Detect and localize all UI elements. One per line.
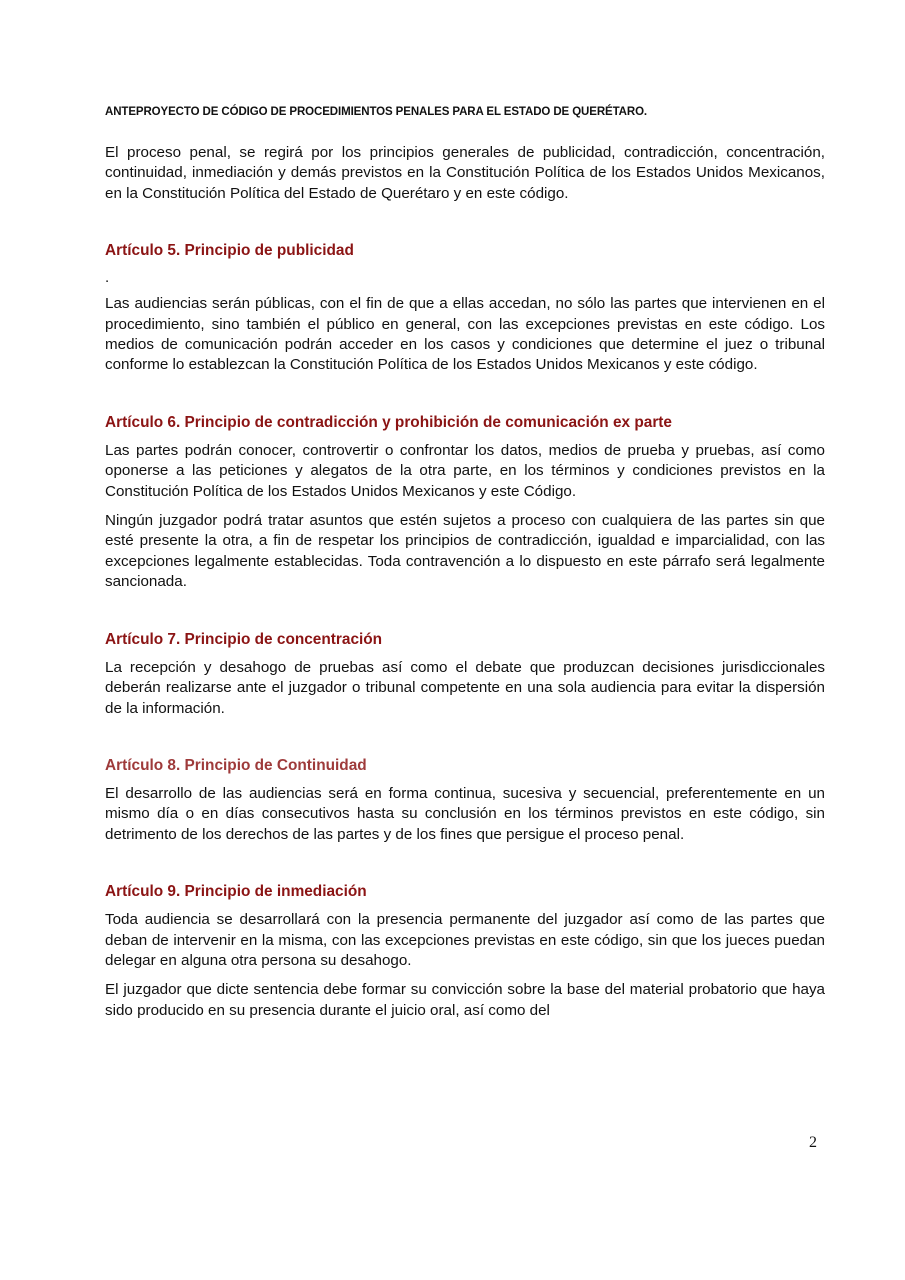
article-paragraph: Las audiencias serán públicas, con el fin de que a ellas accedan, no sólo las partes que intervienen en el procedimiento, sino también el público en general, con las excepciones previstas en este código. Los medios de comunicación podrán acceder en los casos y condiciones que determine el juez o tribunal conforme lo establezcan la Constitución Política de los Estados Unidos Mexicanos y este código. (105, 295, 825, 374)
article-paragraph: Las partes podrán conocer, controvertir o confrontar los datos, medios de prueba y pruebas, así como oponerse a las peticiones y alegatos de la otra parte, en los términos y condiciones previstos en la Constitución Política de los Estados Unidos Mexicanos y este Código. (105, 441, 825, 500)
article-paragraph: La recepción y desahogo de pruebas así como el debate que produzcan decisiones jurisdiccionales deberán realizarse ante el juzgador o tribunal competente en una sola audiencia para evitar la dispersión de la información. (105, 658, 825, 717)
article-heading: Artículo 7. Principio de concentración (105, 630, 383, 648)
article-paragraph: El desarrollo de las audiencias será en forma continua, sucesiva y secuencial, preferentemente en un mismo día o en días consecutivos hasta su conclusión en los términos previstos en este código, sin detrimento de los derechos de las partes y de los fines que persigue el proceso penal. (105, 784, 825, 843)
article-paragraph: El juzgador que dicte sentencia debe formar su convicción sobre la base del material probatorio que haya sido producido en su presencia durante el juicio oral, así como del (105, 981, 825, 1019)
spacer (105, 728, 825, 756)
page-content (105, 106, 825, 1030)
stray-period: . (105, 269, 110, 287)
article-paragraph: Ningún juzgador podrá tratar asuntos que estén sujetos a proceso con cualquiera de las partes sin que esté presente la otra, a fin de respetar los principios de contradicción, igualdad e imparcialidad, con las excepciones legalmente establecidas. Toda contravención a lo dispuesto en este párrafo será legalmente sancionada. (105, 512, 825, 591)
spacer (105, 213, 825, 241)
article-6 (105, 413, 825, 593)
article-heading: Artículo 9. Principio de inmediación (105, 883, 367, 901)
article-heading: Artículo 6. Principio de contradicción y prohibición de comunicación ex parte (105, 413, 672, 431)
article-9 (105, 882, 825, 1021)
page-number: 2 (809, 1134, 817, 1151)
spacer (105, 385, 825, 413)
article-8 (105, 756, 825, 845)
article-7 (105, 630, 825, 719)
spacer (105, 602, 825, 630)
article-heading: Artículo 5. Principio de publicidad (105, 242, 354, 260)
document-header: ANTEPROYECTO DE CÓDIGO DE PROCEDIMIENTOS PENALES PARA EL ESTADO DE QUERÉTARO. (105, 106, 648, 118)
article-paragraph: Toda audiencia se desarrollará con la presencia permanente del juzgador así como de las partes que deban de intervenir en la misma, con las excepciones previstas en este código, sin que los jueces puedan delegar en alguna otra persona su desahogo. (105, 911, 825, 969)
article-5 (105, 241, 825, 376)
article-heading: Artículo 8. Principio de Continuidad (105, 756, 367, 774)
spacer (105, 854, 825, 882)
intro-paragraph: El proceso penal, se regirá por los principios generales de publicidad, contradicción, concentración, continuidad, inmediación y demás previstos en la Constitución Política de los Estados Unidos Mexicanos, en la Constitución Política del Estado de Querétaro y en este código. (105, 144, 825, 202)
